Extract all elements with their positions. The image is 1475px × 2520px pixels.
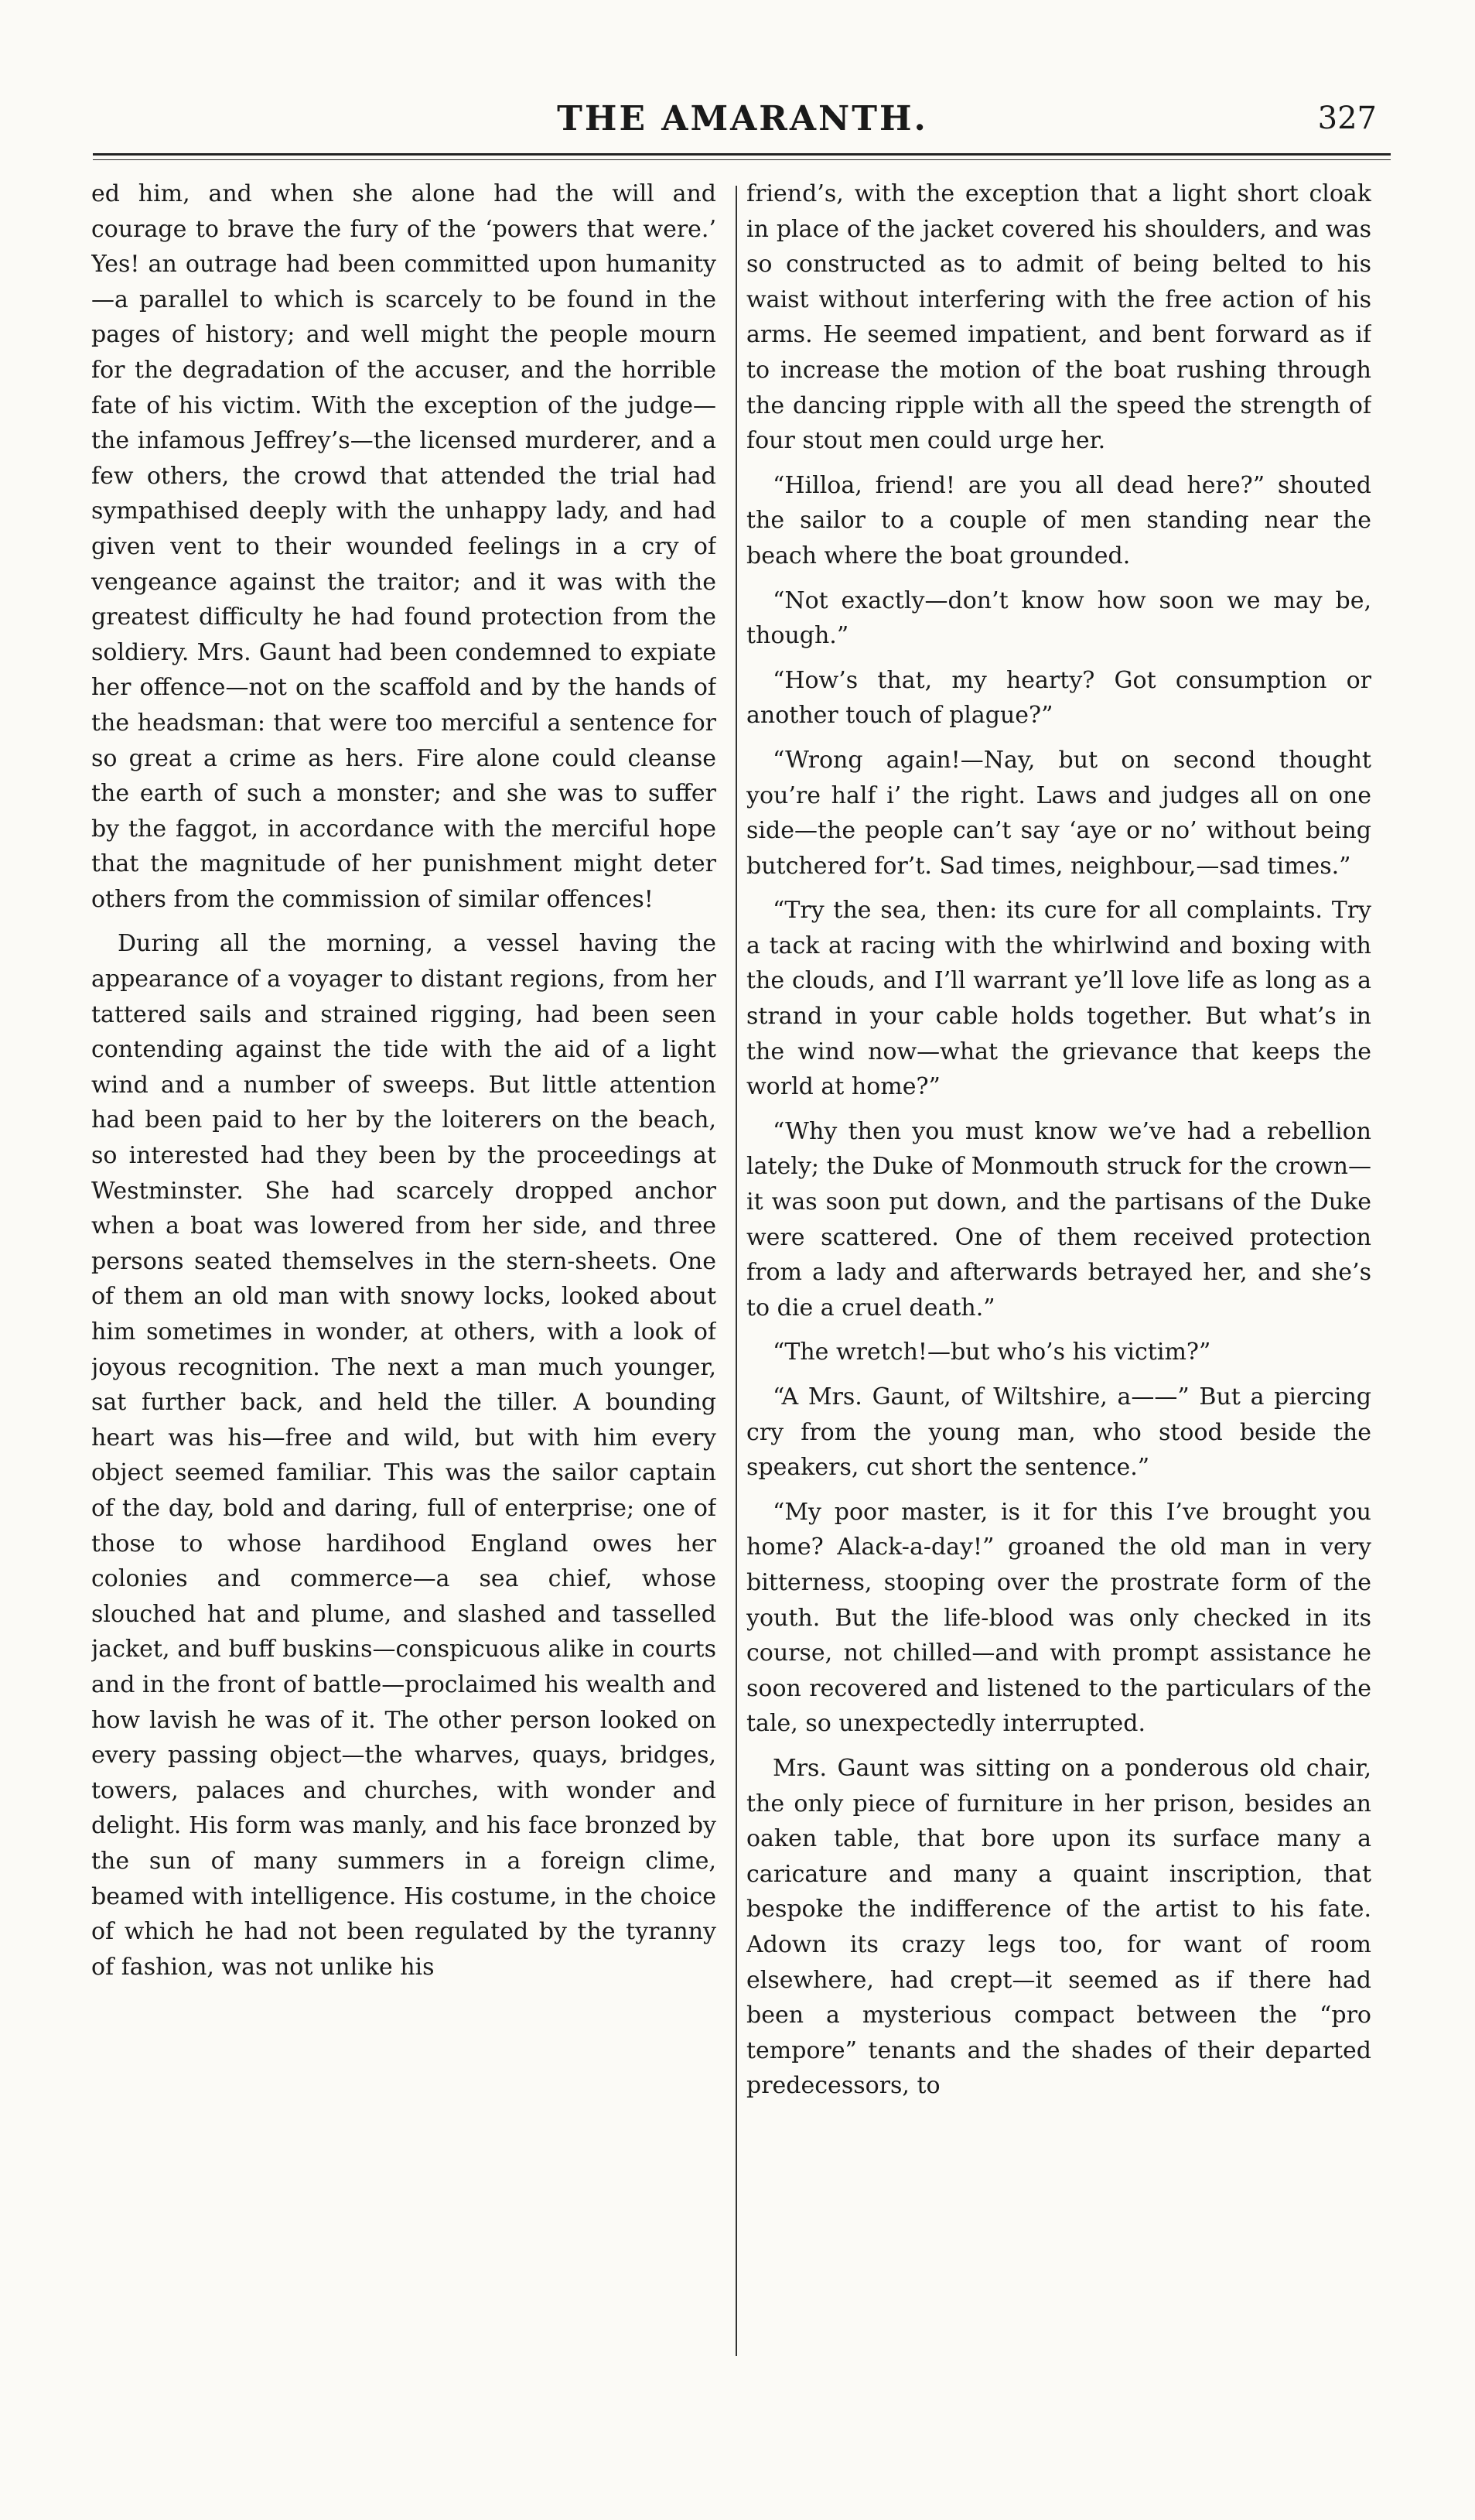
paragraph: “Hilloa, friend! are you all dead here?” shouted the sailor to a couple of men standing near the beach where the boat grounded. [746,471,1371,569]
header-rule-thin [93,159,1391,160]
paragraph: “My poor master, is it for this I’ve brought you home? Alack-a-day!” groaned the old man in very bitterness, stooping over the prostrate form of the youth. But the life-blood was only checked in its course, not chilled—and with prompt assistance he soon recovered and listened to the particulars of the tale, so unexpectedly interrupted. [746,1498,1371,1738]
paragraph: Mrs. Gaunt was sitting on a ponderous old chair, the only piece of furniture in her prison, besides an oaken table, that bore upon its surface many a caricature and many a quaint inscription, that bespoke the indifference of the artist to his fate. Adown its crazy legs too, for want of room elsewhere, had crept—it seemed as if there had been a mysterious compact between the “pro tempore” tenants and the shades of their departed predecessors, to [746,1754,1371,2100]
header-rule-thick [93,153,1391,156]
paragraph: During all the morning, a vessel having the appearance of a voyager to distant regions, from her tattered sails and strained rigging, had been seen contending against the tide with the aid of a light wind and a number of sweeps. But little attention had been paid to her by the loiterers on the beach, so interested had they been by the proceedings at Westminster. She had scarcely dropped anchor when a boat was lowered from her side, and three persons seated themselves in the stern-sheets. One of them an old man with snowy locks, looked about him sometimes in wonder, at others, with a look of joyous recognition. The next a man much younger, sat further back, and held the tiller. A bounding heart was his—free and wild, but with him every object seemed familiar. This was the sailor captain of the day, bold and daring, full of enterprise; one of those to whose hardihood England owes her colonies and commerce—a sea chief, whose slouched hat and plume, and slashed and tasselled jacket, and buff buskins—conspicuous alike in courts and in the front of battle—proclaimed his wealth and how lavish he was of it. The other person looked on every passing object—the wharves, quays, bridges, towers, palaces and churches, with wonder and delight. His form was manly, and his face bronzed by the sun of many summers in a foreign clime, beamed with intelligence. His costume, in the choice of which he had not been regulated by the tyranny of fashion, was not unlike his [91,930,716,1981]
paragraph: “The wretch!—but who’s his victim?” [773,1339,1211,1366]
page-number: 327 [1317,101,1377,136]
left-column [91,176,716,2366]
running-title: THE AMARANTH. [557,99,928,138]
paragraph: “A Mrs. Gaunt, of Wiltshire, a——” But a piercing cry from the young man, who stood beside the speakers, cut short the sentence.” [746,1383,1371,1482]
paragraph: “Why then you must know we’ve had a rebellion lately; the Duke of Monmouth struck for the crown—it was soon put down, and the partisans of the Duke were scattered. One of them received protection from a lady and afterwards betrayed her, and she’s to die a cruel death.” [746,1117,1371,1322]
paragraph: “Not exactly—don’t know how soon we may be, though.” [746,586,1371,650]
column-divider [736,186,737,2356]
paragraph: “Try the sea, then: its cure for all complaints. Try a tack at racing with the whirlwind and boxing with the clouds, and I’ll warrant ye’ll love life as long as a strand in your cable holds together. But what’s in the wind now—what the grievance that keeps the world at home?” [746,897,1371,1101]
paragraph: friend’s, with the exception that a light short cloak in place of the jacket covered his shoulders, and was so constructed as to admit of being belted to his waist without interfering with the free action of his arms. He seemed impatient, and bent forward as if to increase the motion of the boat rushing through the dancing ripple with all the speed the strength of four stout men could urge her. [746,180,1371,455]
paragraph: “How’s that, my hearty? Got consumption or another touch of plague?” [746,666,1371,730]
paragraph: ed him, and when she alone had the will and courage to brave the fury of the ‘powers that were.’ Yes! an outrage had been committed upon humanity—a parallel to which is scarcely to be found in the pages of history; and well might the people mourn for the degradation of the accuser, and the horrible fate of his victim. With the exception of the judge—the infamous Jeffrey’s—the licensed murderer, and a few others, the crowd that attended the trial had sympathised deeply with the unhappy lady, and had given vent to their wounded feelings in a cry of vengeance against the traitor; and it was with the greatest difficulty he had found protection from the soldiery. Mrs. Gaunt had been condemned to expiate her offence—not on the scaffold and by the hands of the headsman: that were too merciful a sentence for so great a crime as hers. Fire alone could cleanse the earth of such a monster; and she was to suffer by the faggot, in accordance with the merciful hope that the magnitude of her punishment might deter others from the commission of similar offences! [91,180,716,913]
right-column [746,176,1371,2366]
page-header [93,99,1392,153]
paragraph: “Wrong again!—Nay, but on second thought you’re half i’ the right. Laws and judges all on one side—the people can’t say ‘aye or no’ without being butchered for’t. Sad times, neighbour,—sad times.” [746,746,1371,880]
